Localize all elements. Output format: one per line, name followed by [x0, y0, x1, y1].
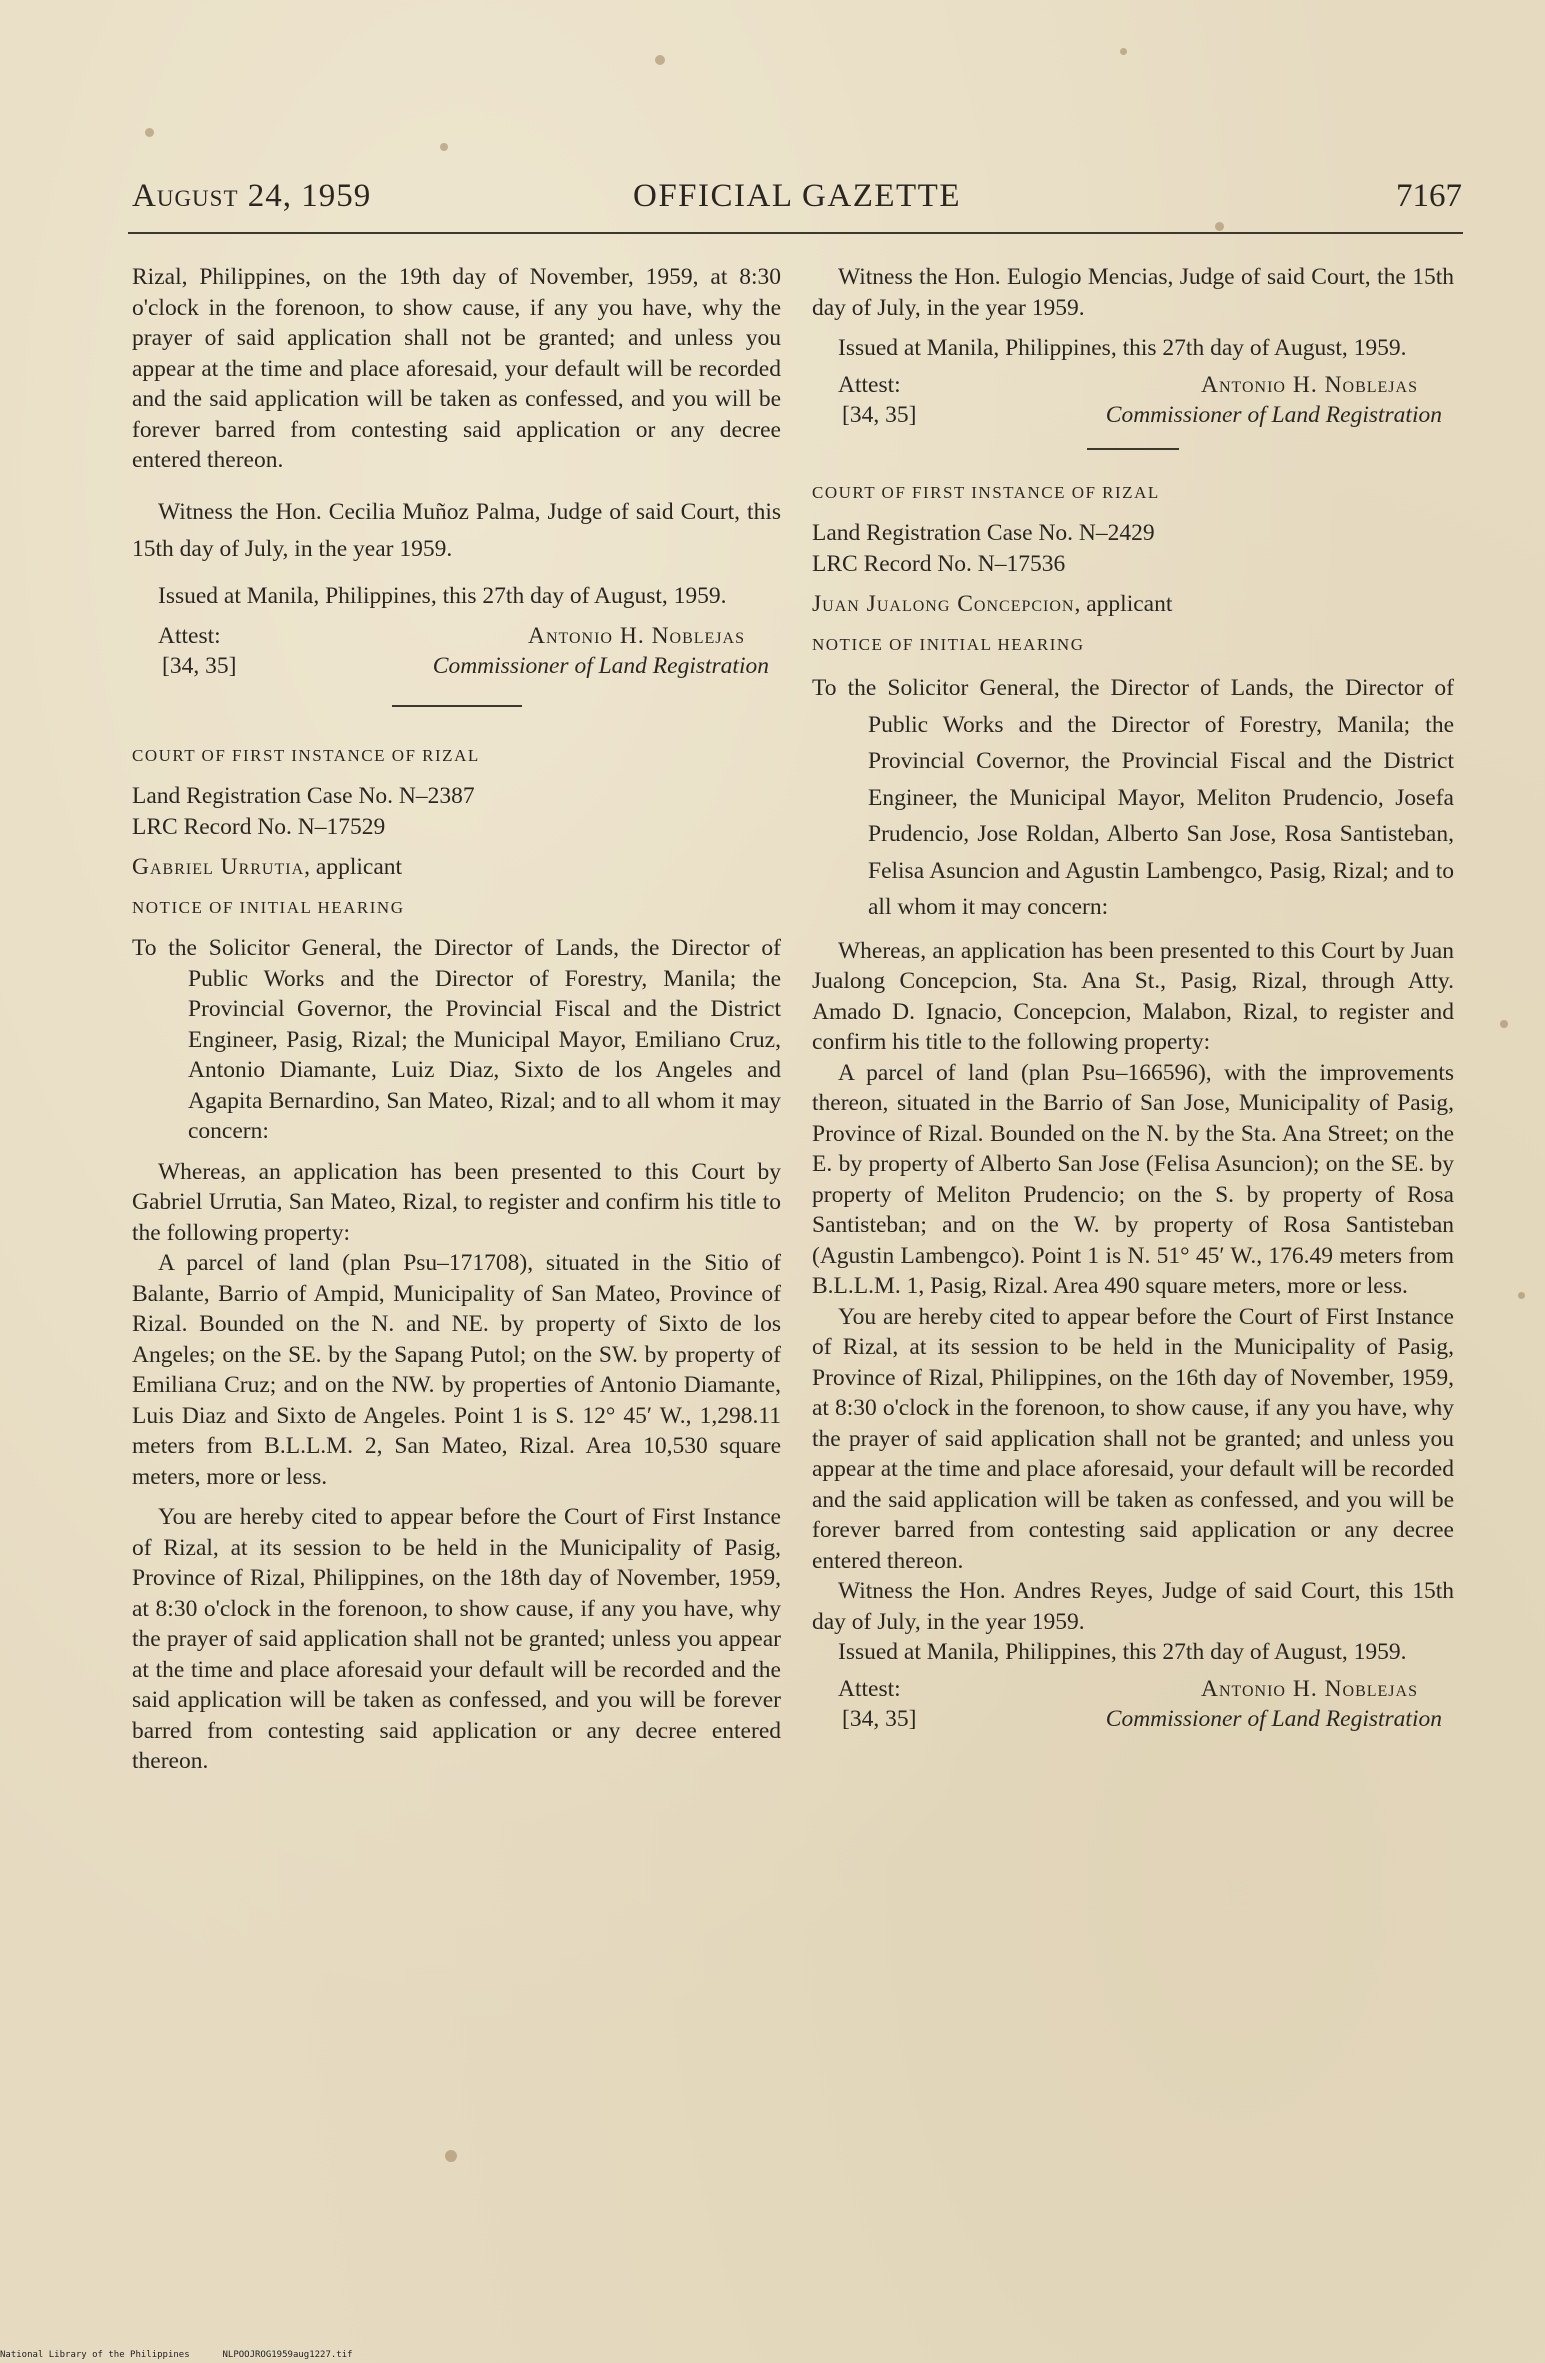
- attest-block: [812, 370, 1454, 434]
- header-page-number: 7167: [1396, 178, 1462, 214]
- foxing-spot: [1120, 48, 1127, 55]
- record-number: LRC Record No. N–17529: [132, 813, 386, 840]
- right-column: [812, 262, 1454, 1738]
- attest-ref: [34, 35]: [162, 652, 237, 679]
- foxing-spot: [655, 55, 665, 65]
- court-heading: COURT OF FIRST INSTANCE OF RIZAL: [812, 482, 1160, 502]
- issued-paragraph: Issued at Manila, Philippines, this 27th day of August, 1959.: [838, 1639, 1407, 1665]
- attest-role: Commissioner of Land Registration: [1105, 401, 1442, 428]
- left-column: [132, 262, 781, 1777]
- addressee-paragraph: To the Solicitor General, the Director of Lands, the Director of Public Works and the Director of Forestry, Manila; the Provincial Governor, the Provincial Fiscal and the District Engineer, Pasig, Rizal; the Municipal Mayor, Emiliano Cruz, Antonio Diamante, Luiz Diaz, Sixto de los Angeles and Agapita Bernardino, San Mateo, Rizal; and to all whom it may concern:: [132, 935, 781, 1144]
- header-title: OFFICIAL GAZETTE: [633, 178, 961, 214]
- whereas-paragraph: Whereas, an application has been presented to this Court by Juan Jualong Concepcion, Sta. Ana St., Pasig, Rizal, through Atty. Amado D. Ignacio, Concepcion, Malabon, Rizal, to register and confirm his title to the following property:: [812, 937, 1454, 1055]
- attest-name: Antonio H. Noblejas: [1200, 1675, 1418, 1702]
- applicant-line: [812, 589, 1454, 620]
- applicant-line: [132, 852, 781, 883]
- case-number: Land Registration Case No. N–2387: [132, 783, 475, 809]
- witness-paragraph: Witness the Hon. Andres Reyes, Judge of said Court, this 15th day of July, in the year 1959.: [812, 1578, 1454, 1635]
- foxing-spot: [445, 2150, 457, 2162]
- issued-paragraph: Issued at Manila, Philippines, this 27th day of August, 1959.: [158, 582, 727, 609]
- issued-paragraph: Issued at Manila, Philippines, this 27th day of August, 1959.: [838, 335, 1407, 361]
- notice-heading: NOTICE OF INITIAL HEARING: [812, 634, 1085, 654]
- cited-paragraph: You are hereby cited to appear before the Court of First Instance of Rizal, at its session to be held in the Municipality of Pasig, Province of Rizal, Philippines, on the 18th day of November, 1959, at 8:30 o'clock in the forenoon, to show cause, if any you have, why the prayer of said application shall not be granted; unless you appear at the time and place aforesaid your default will be recorded and the said application will be taken as confessed, and you will be forever barred from contesting said application or any decree entered thereon.: [132, 1504, 781, 1774]
- attest-name: Antonio H. Noblejas: [527, 622, 745, 649]
- attest-label: Attest:: [838, 371, 901, 398]
- continuation-paragraph: Rizal, Philippines, on the 19th day of November, 1959, at 8:30 o'clock in the forenoon, to show cause, if any you have, why the prayer of said application shall not be granted; and unless you appear at the time and place aforesaid, your default will be recorded and the said application will be taken as confessed, and you will be forever barred from contesting said application or any decree entered thereon.: [132, 264, 781, 473]
- scan-footer: [0, 2350, 353, 2360]
- addressee-paragraph: To the Solicitor General, the Director of Lands, the Director of Public Works and the Director of Forestry, Manila; the Provincial Covernor, the Provincial Fiscal and the District Engineer, the Municipal Mayor, Meliton Prudencio, Josefa Prudencio, Jose Roldan, Alberto San Jose, Rosa Santisteban, Felisa Asuncion and Agustin Lambengco, Pasig, Rizal; and to all whom it may concern:: [812, 675, 1454, 920]
- attest-role: Commissioner of Land Registration: [1105, 1705, 1442, 1732]
- attest-name: Antonio H. Noblejas: [1200, 371, 1418, 398]
- court-heading: COURT OF FIRST INSTANCE OF RIZAL: [132, 745, 480, 765]
- attest-block: [132, 621, 781, 685]
- whereas-paragraph: Whereas, an application has been presented to this Court by Gabriel Urrutia, San Mateo, Rizal, to register and confirm his title to the following property:: [132, 1158, 781, 1246]
- attest-block: [812, 1674, 1454, 1738]
- applicant-suffix: , applicant: [1074, 591, 1173, 617]
- foxing-spot: [1500, 1020, 1508, 1028]
- section-divider: [1087, 448, 1179, 450]
- attest-role: Commissioner of Land Registration: [432, 652, 769, 679]
- section-divider: [392, 705, 522, 707]
- attest-label: Attest:: [158, 622, 221, 649]
- footer-file: NLPOOJROG1959aug1227.tif: [222, 2350, 353, 2360]
- applicant-name: Juan Jualong Concepcion: [812, 591, 1075, 617]
- notice-heading: NOTICE OF INITIAL HEARING: [132, 897, 405, 917]
- page-header: [132, 178, 1462, 228]
- footer-library: National Library of the Philippines: [0, 2350, 190, 2360]
- parcel-paragraph: A parcel of land (plan Psu–166596), with the improvements thereon, situated in the Barrio of San Jose, Municipality of Pasig, Province of Rizal. Bounded on the N. by the Sta. Ana Street; on the E. by property of Alberto San Jose (Felisa Asuncion); on the SE. by property of Meliton Prudencio; on the S. by property of Rosa Santisteban; and on the W. by property of Rosa Santisteban (Agustin Lambengco). Point 1 is N. 51° 45′ W., 176.49 meters from B.L.L.M. 1, Pasig, Rizal. Area 490 square meters, more or less.: [812, 1059, 1454, 1299]
- header-rule: [128, 232, 1463, 234]
- attest-ref: [34, 35]: [842, 401, 917, 428]
- attest-label: Attest:: [838, 1675, 901, 1702]
- witness-paragraph: Witness the Hon. Cecilia Muñoz Palma, Judge of said Court, this 15th day of July, in the year 1959.: [132, 498, 781, 562]
- foxing-spot: [145, 128, 154, 137]
- record-number: LRC Record No. N–17536: [812, 550, 1066, 577]
- foxing-spot: [440, 143, 448, 151]
- applicant-name: Gabriel Urrutia: [132, 854, 305, 880]
- header-date: August 24, 1959: [132, 178, 372, 214]
- foxing-spot: [1518, 1292, 1525, 1299]
- case-number: Land Registration Case No. N–2429: [812, 520, 1155, 546]
- cited-paragraph: You are hereby cited to appear before the Court of First Instance of Rizal, at its session to be held in the Municipality of Pasig, Province of Rizal, Philippines, on the 16th day of November, 1959, at 8:30 o'clock in the forenoon, to show cause, if any you have, why the prayer of said application shall not be granted; and unless you appear at the time and place aforesaid, your default will be recorded and the said application will be taken as confessed, and you will be forever barred from contesting said application or any decree entered thereon.: [812, 1303, 1454, 1574]
- attest-ref: [34, 35]: [842, 1705, 917, 1732]
- witness-paragraph: Witness the Hon. Eulogio Mencias, Judge of said Court, the 15th day of July, in the year 1959.: [812, 264, 1454, 321]
- applicant-suffix: , applicant: [304, 854, 403, 880]
- parcel-paragraph: A parcel of land (plan Psu–171708), situated in the Sitio of Balante, Barrio of Ampid, Municipality of San Mateo, Province of Rizal. Bounded on the N. and NE. by property of Sixto de los Angeles; on the SE. by the Sapang Putol; on the SW. by property of Emiliana Cruz; and on the NW. by properties of Antonio Diamante, Luis Diaz and Sixto de Angeles. Point 1 is S. 12° 45′ W., 1,298.11 meters from B.L.L.M. 2, San Mateo, Rizal. Area 10,530 square meters, more or less.: [132, 1250, 781, 1490]
